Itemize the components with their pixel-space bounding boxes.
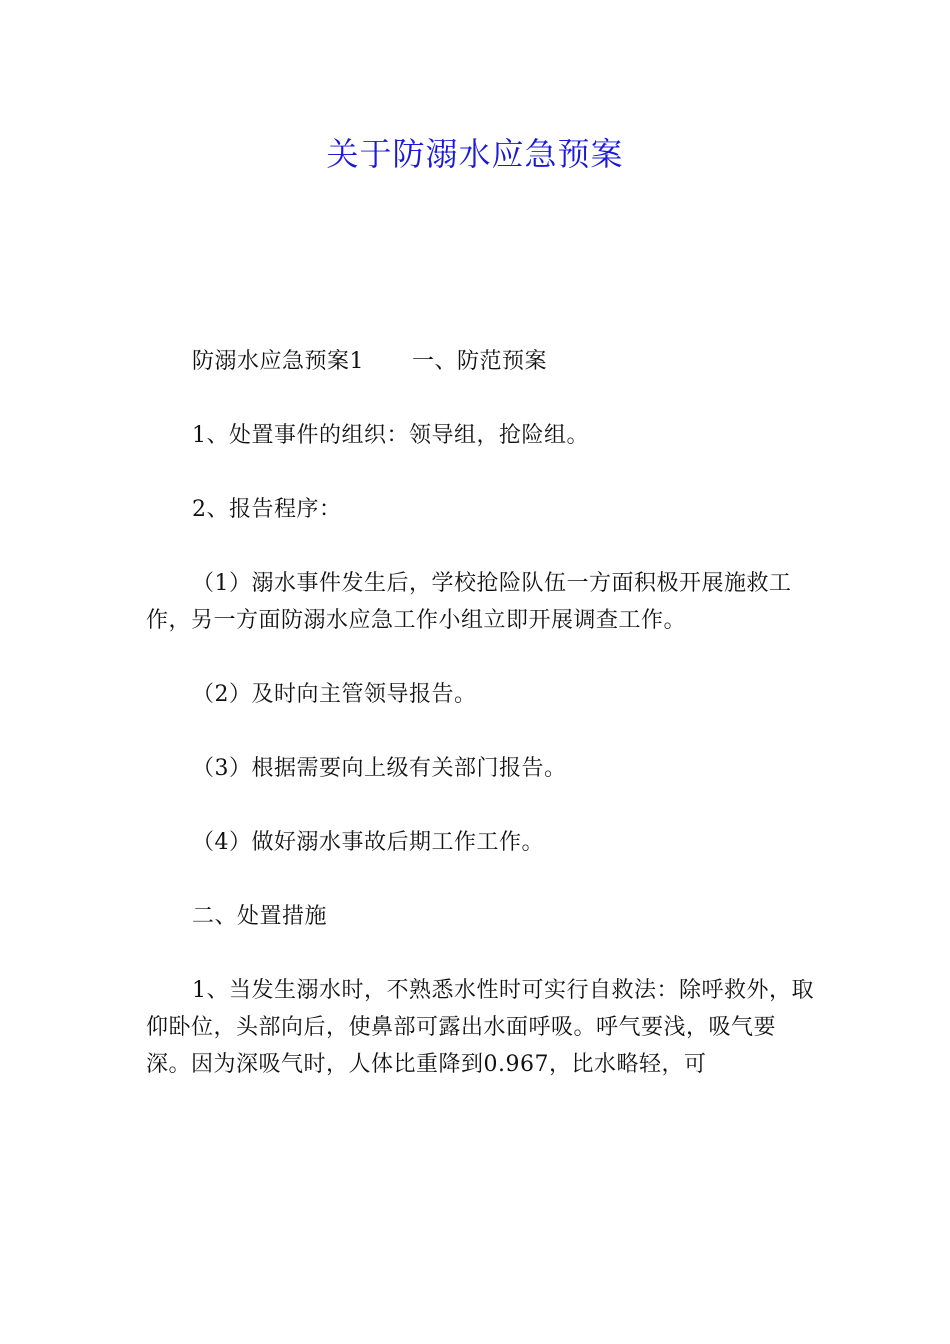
paragraph: 1、当发生溺水时，不熟悉水性时可实行自救法：除呼救外，取仰卧位，头部向后，使鼻部可露出水面呼吸。呼气要浅，吸气要深。因为深吸气时，人体比重降到0.967，比水略轻，可: [146, 978, 814, 1077]
paragraph: 二、处置措施: [192, 904, 328, 929]
paragraph: （3）根据需要向上级有关部门报告。: [192, 756, 567, 781]
paragraph: （2）及时向主管领导报告。: [192, 682, 477, 707]
paragraph-text: 防溺水应急预案1: [192, 349, 364, 374]
document-body: [146, 343, 814, 1120]
paragraph: 2、报告程序：: [192, 497, 342, 522]
paragraph: （1）溺水事件发生后，学校抢险队伍一方面积极开展施救工作，另一方面防溺水应急工作小组立即开展调查工作。: [146, 571, 792, 633]
paragraph-heading-1: [146, 343, 814, 380]
document-title: 关于防溺水应急预案: [326, 135, 624, 173]
paragraph: （4）做好溺水事故后期工作工作。: [192, 830, 544, 855]
section-heading: 一、防范预案: [412, 349, 548, 374]
paragraph: 1、处置事件的组织：领导组，抢险组。: [192, 423, 589, 448]
